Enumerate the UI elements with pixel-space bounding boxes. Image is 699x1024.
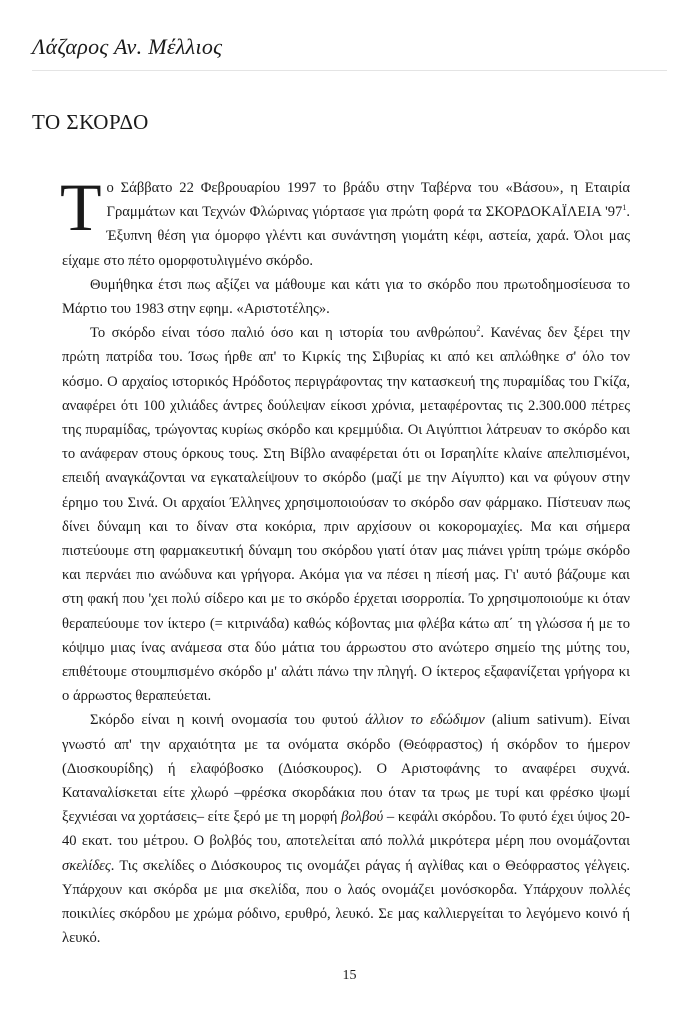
paragraph-1 (60, 169, 630, 273)
italic-term-skelides: σκελίδες (62, 857, 111, 874)
paragraph-4-text-b: (alium sativum). Είναι γνωστό απ' την αρχαιότητα με τα ονόματα σκόρδο (Θεόφραστος) ή σκόρδον το ήμερον (Διοσκουρίδης) ή ελαφόβοσκο (Διόσκουρος). Ο Αριστοφάνης το αναφέρει συχνά. Καταναλίσκεται είτε χλωρό –φρέσκα σκορδάκια που όταν τα τρως με τυρί και φρέσκο ψωμί ξεχνιέσαι να χορτάσεις– είτε ξερό με τη μορφή (62, 712, 631, 826)
footnote-ref-2: 2 (476, 324, 481, 334)
header-divider (32, 70, 667, 71)
paragraph-1-text-b: . Έξυπνη θέση για όμορφο γλέντι και συνάντηση γιομάτη κέφι, αστεία, χαρά. Όλοι μας είχαμε στο πέτο ομορφοτυλιγμένο σκόρδο. (62, 204, 630, 269)
chapter-title: ΤΟ ΣΚΟΡΔΟ (32, 110, 149, 134)
paragraph-1-text-a: ο Σάββατο 22 Φεβρουαρίου 1997 το βράδυ στην Ταβέρνα του «Βάσου», η Εταιρία Γραμμάτων και Τεχνών Φλώρινας γιόρτασε για πρώτη φορά τα ΣΚΟΡΔΟΚΑΪΛΕΙΑ '97 (106, 180, 630, 221)
drop-cap: Τ (60, 169, 102, 245)
paragraph-2: Θυμήθηκα έτσι πως αξίζει να μάθουμε και κάτι για το σκόρδο που πρωτοδημοσίευσα το Μάρτιο του 1983 στην εφημ. «Αριστοτέλης». (62, 276, 630, 318)
paragraph-3-text-b: . Κανένας δεν ξέρει την πρώτη πατρίδα του. Ίσως ήρθε απ' το Κιρκίς της Σιβυρίας κι από κει απλώθηκε σ' όλο τον κόσμο. Ο αρχαίος ιστορικός Ηρόδοτος περιγράφοντας την κατασκευή της πυραμίδας του Γκίζα, αναφέρει ότι 100 χιλιάδες άντρες δούλεψαν είκοσι χρόνια, μεταφέροντας τις 2.300.000 πέτρες της πυραμίδας, τρώγοντας κυρίως σκόρδο και κρεμμύδια. Οι Αιγύπτιοι λάτρευαν το σκόρδο και το ανάφεραν στους όρκους τους. Στη Βίβλο αναφέρεται ότι οι Ισραηλίτε κλαίνε απελπισμένοι, επειδή αναγκάζονται να εγκαταλείψουν το σκόρδο (μαζί με την Αίγυπτο) και να φύγουν στην έρημο του Σινά. Οι αρχαίοι Έλληνες χρησιμοποιούσαν το σκόρδο σαν φάρμακο. Πίστευαν πως δίνει δύναμη και το δίναν στα κοκόρια, πριν αρχίσουν οι κοκορομαχίες. Μα και σήμερα πιστεύουμε στη φαρμακευτική δύναμη του σκόρδου γιατί όταν μας πιάνει γρίπη τρώμε σκόρδο και περνάει πιο ανώδυνα και γρήγορα. Ακόμα για να πέσει η πίεσή μας. Γι' αυτό βάζουμε και στη φακή που 'χει πολύ σίδερο και με το σκόρδο έρχεται ισορροπία. Το χρησιμοποιούμε κι όταν θεραπεύουμε τον ίκτερο (= κιτρινάδα) καθώς κόβοντας μια φλέβα κάτω απ΄ τη γλώσσα ή με το κόψιμο μιας ίνας ανάμεσα στα δύο μάτια του άρρωστου στο ανώτερο σημείο της μύτης του, επιθέτουμε στουμπισμένο σκόρδο μ' αλάτι πάνω την πληγή. Ο ίκτερος εξαφανίζεται γρήγορα κι ο άρρωστος θεραπεύεται. (62, 325, 630, 705)
body-text (60, 169, 631, 951)
paragraph-3-text-a: Το σκόρδο είναι τόσο παλιό όσο και η ιστορία του ανθρώπου (90, 325, 477, 342)
footnote-ref-1: 1 (622, 203, 627, 213)
page-number: 15 (342, 968, 357, 983)
italic-term-volvou: βολβού (341, 809, 384, 826)
running-head-author: Λάζαρος Αν. Μέλλιος (32, 34, 223, 59)
paragraph-3 (62, 321, 630, 708)
paragraph-4 (62, 708, 630, 950)
italic-term-allion: άλλιον το εδώδιμον (365, 712, 485, 729)
paragraph-4-text-a: Σκόρδο είναι η κοινή ονομασία του φυτού (90, 712, 366, 729)
paragraph-4-text-d: . Τις σκελίδες ο Διόσκουρος τις ονομάζει ράγας ή αγλίθας και ο Θεόφραστος γέλγεις. Υπάρχουν και σκόρδα με μια σκελίδα, που ο λαός ονομάζει μονόσκορδα. Υπάρχουν πολλές ποικιλίες σκόρδου με χρώμα ρόδινο, ερυθρό, λευκό. Σε μας καλλιεργείται το λεγόμενο κοινό ή λευκό. (62, 857, 630, 947)
paragraph-4-text-c: – κεφάλι σκόρδου. Το φυτό έχει ύψος 20-40 εκατ. του μέτρου. Ο βολβός του, αποτελείται από πολλά μικρότερα μέρη που ονομάζονται (62, 809, 630, 850)
